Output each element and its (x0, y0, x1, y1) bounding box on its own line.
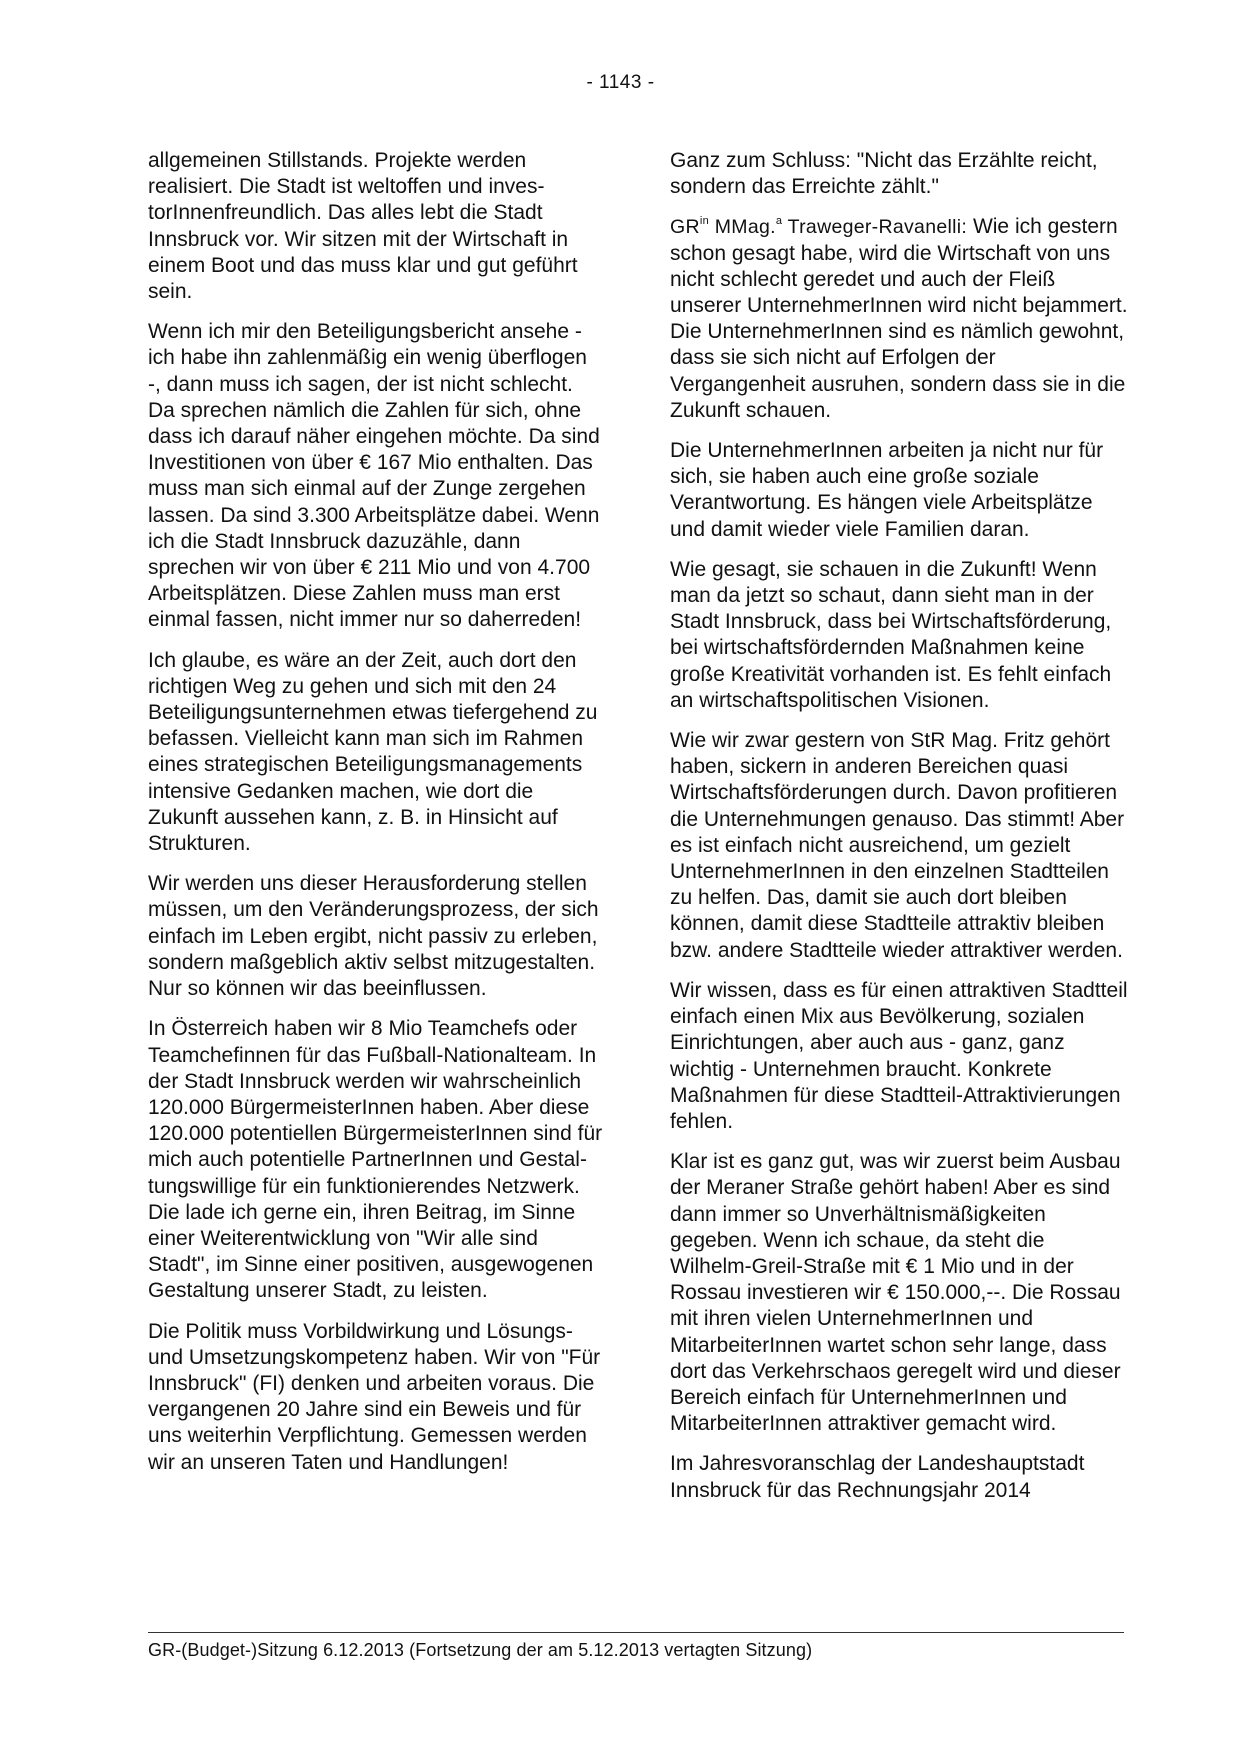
paragraph: Die Politik muss Vorbildwirkung und Lösungs- und Umsetzungskompetenz haben. Wir von "Für Innsbruck" (FI) denken und arbeiten voraus. Die vergangenen 20 Jahre sind ein Beweis und für uns weiterhin Verpflichtung. Gemessen werden wir an unseren Taten und Handlungen! (148, 1319, 601, 1474)
right-column (670, 148, 1130, 1518)
paragraph: Wie wir zwar gestern von StR Mag. Fritz gehört haben, sickern in anderen Bereichen quasi Wirtschaftsförderungen durch. Davon profitieren die Unternehmungen genauso. Das stimmt! Aber es ist einfach nicht ausreichend, um gezielt UnternehmerInnen in den einzelnen Stadtteilen zu helfen. Das, damit sie auch dort bleiben können, damit diese Stadtteile attraktiv bleiben bzw. andere Stadtteile wieder attraktiver werden. (670, 729, 1125, 962)
paragraph: Im Jahresvoranschlag der Landeshauptstadt Innsbruck für das Rechnungsjahr 2014 (670, 1452, 1085, 1502)
speaker-paragraph (670, 214, 1130, 424)
paragraph: In Österreich haben wir 8 Mio Teamchefs oder Teamchefinnen für das Fußball-Nationalteam. In der Stadt Innsbruck werden wir wahrscheinlich 120.000 BürgermeisterInnen haben. Aber diese 120.000 potentiellen BürgermeisterInnen sind für mich auch potentielle PartnerInnen und Gestaltungswillige für ein funktionierendes Netzwerk. Die lade ich gerne ein, ihren Beitrag, im Sinne einer Weiterentwicklung von "Wir alle sind Stadt", im Sinne einer positiven, ausgewogenen Gestaltung unserer Stadt, zu leisten. (148, 1017, 603, 1303)
speaker-text: Wie ich gestern schon gesagt habe, wird die Wirtschaft von uns nicht schlecht geredet und auch der Fleiß unserer UnternehmerInnen wird nicht bejammert. Die UnternehmerInnen sind es nämlich gewohnt, dass sie sich nicht auf Erfolgen der Vergangenheit ausruhen, sondern dass sie in die Zukunft schauen. (670, 215, 1128, 422)
paragraph: Wir werden uns dieser Herausforderung stellen müssen, um den Veränderungsprozess, der sich einfach im Leben ergibt, nicht passiv zu erleben, sondern maßgeblich aktiv selbst mitzugestalten. Nur so können wir das beeinflussen. (148, 872, 599, 1001)
paragraph: Ich glaube, es wäre an der Zeit, auch dort den richtigen Weg zu gehen und sich mit den 24 Beteiligungsunternehmen etwas tiefergehend zu befassen. Vielleicht kann man sich im Rahmen eines strategischen Beteiligungsmanagements intensive Gedanken machen, wie dort die Zukunft aussehen kann, z. B. in Hinsicht auf Strukturen. (148, 648, 598, 856)
speaker-name: $GR^{in}$ MMag.$^a$ Traweger-Ravanelli: (670, 214, 968, 239)
paragraph: Die UnternehmerInnen arbeiten ja nicht nur für sich, sie haben auch eine große soziale Verantwortung. Es hängen viele Arbeitsplätze und damit wieder viele Familien daran. (670, 439, 1104, 541)
paragraph: allgemeinen Stillstands. Projekte werden realisiert. Die Stadt ist weltoffen und investorInnenfreundlich. Das alles lebt die Stadt Innsbruck vor. Wir sitzen mit der Wirtschaft in einem Boot und das muss klar und gut geführt sein. (148, 149, 578, 304)
left-column (148, 148, 603, 1490)
paragraph: Wie gesagt, sie schauen in die Zukunft! Wenn man da jetzt so schaut, dann sieht man in der Stadt Innsbruck, dass bei Wirtschaftsförderung, bei wirtschaftsfördernden Maßnahmen keine große Kreativität vorhanden ist. Es fehlt einfach an wirtschaftspolitischen Visionen. (670, 557, 1112, 712)
paragraph: Wir wissen, dass es für einen attraktiven Stadtteil einfach einen Mix aus Bevölkerung, sozialen Einrichtungen, aber auch aus - ganz, ganz wichtig - Unternehmen braucht. Konkrete Maßnahmen für diese Stadtteil-Attraktivierungen fehlen. (670, 978, 1128, 1133)
paragraph: Wenn ich mir den Beteiligungsbericht ansehe - ich habe ihn zahlenmäßig ein wenig überflogen -, dann muss ich sagen, der ist nicht schlecht. Da sprechen nämlich die Zahlen für sich, ohne dass ich darauf näher eingehen möchte. Da sind Investitionen von über € 167 Mio enthalten. Das muss man sich einmal auf der Zunge zergehen lassen. Da sind 3.300 Arbeitsplätze dabei. Wenn ich die Stadt Innsbruck dazuzähle, dann sprechen wir von über € 211 Mio und von 4.700 Arbeitsplätzen. Diese Zahlen muss man erst einmal fassen, nicht immer nur so daherreden! (148, 320, 600, 632)
paragraph: Klar ist es ganz gut, was wir zuerst beim Ausbau der Meraner Straße gehört haben! Aber es sind dann immer so Unverhältnismäßigkeiten gegeben. Wenn ich schaue, da steht die Wilhelm-Greil-Straße mit € 1 Mio und in der Rossau investieren wir € 150.000,--. Die Rossau mit ihren vielen UnternehmerInnen und MitarbeiterInnen wartet schon sehr lange, dass dort das Verkehrschaos geregelt wird und dieser Bereich einfach für UnternehmerInnen und MitarbeiterInnen attraktiver gemacht wird. (670, 1150, 1121, 1436)
footer-text: GR-(Budget-)Sitzung 6.12.2013 (Fortsetzung der am 5.12.2013 vertagten Sitzung) (148, 1640, 813, 1660)
page-number: - 1143 - (586, 72, 655, 93)
closing-quote: Ganz zum Schluss: "Nicht das Erzählte reicht, sondern das Erreichte zählt." (670, 149, 1098, 199)
footer-divider (148, 1632, 1124, 1633)
